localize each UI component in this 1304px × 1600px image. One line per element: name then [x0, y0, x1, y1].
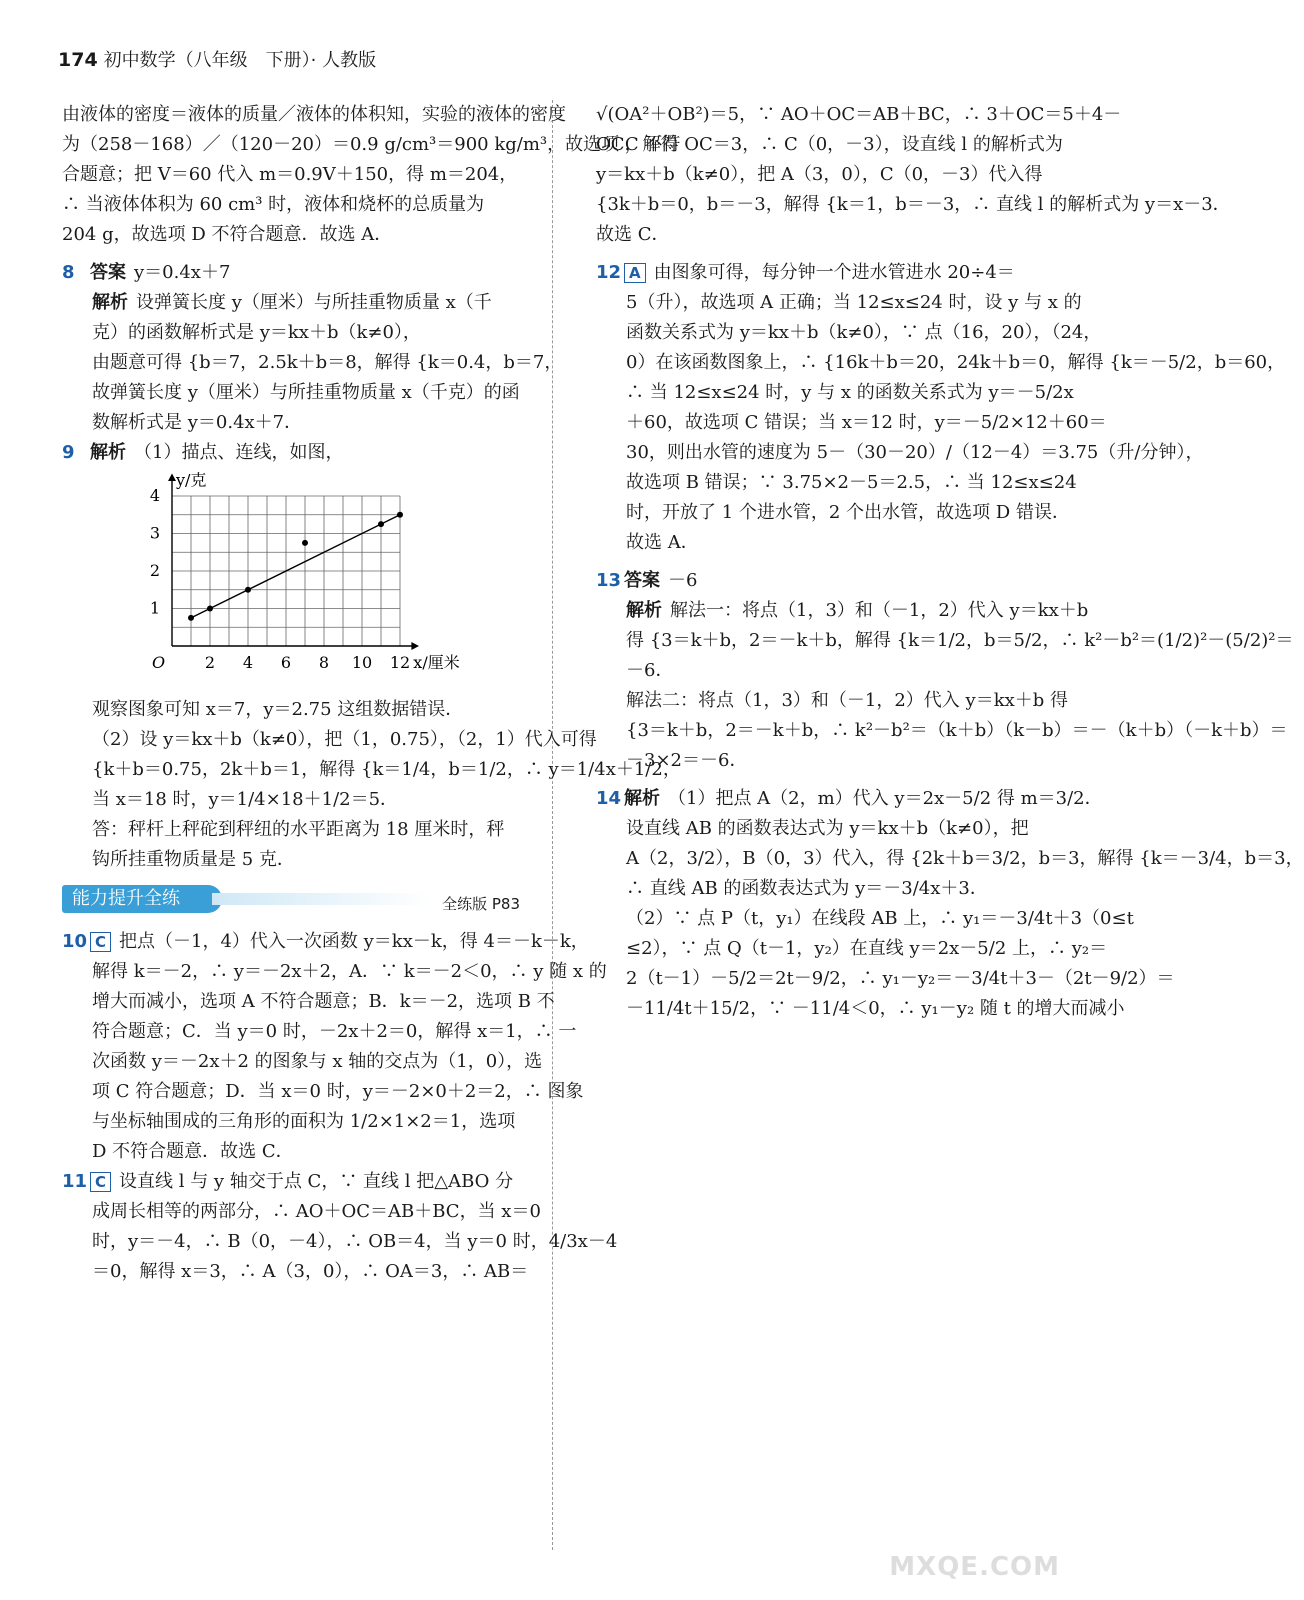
answer-value: －6	[668, 570, 698, 591]
question-number: 14	[596, 788, 622, 809]
text-line: 答：秤杆上秤砣到秤纽的水平距离为 18 厘米时，秤	[92, 819, 505, 840]
y-axis-label: y/克	[176, 470, 207, 490]
y-tick-label: 2	[149, 561, 160, 580]
page-header	[58, 46, 376, 72]
text-line: {3＝k＋b，2＝－k＋b，∴ k²－b²＝（k＋b）（k－b）＝－（k＋b）（－k＋b）＝	[626, 720, 1288, 741]
data-point	[207, 606, 213, 612]
text-line: 项 C 符合题意；D．当 x＝0 时，y＝－2×0＋2＝2，∴ 图象	[92, 1081, 584, 1102]
text-line: －11/4t＋15/2，∵ －11/4＜0，∴ y₁－y₂ 随 t 的增大而减小	[626, 998, 1125, 1019]
x-axis-label: x/厘米	[413, 653, 460, 672]
question-number: 8	[62, 262, 75, 283]
data-point	[245, 587, 251, 593]
question-number: 10	[62, 931, 88, 952]
text-line: 204 g，故选项 D 不符合题意．故选 A．	[62, 224, 393, 245]
text-line: 由液体的密度＝液体的质量／液体的体积知，实验的液体的密度	[62, 104, 566, 125]
spring-scale-graph	[82, 470, 482, 681]
text-line: 数解析式是 y＝0.4x＋7．	[92, 412, 303, 433]
text-line: 为（258－168）／（120－20）＝0.9 g/cm³＝900 kg/m³，故选项 C 不符	[62, 134, 681, 155]
data-point	[378, 521, 384, 527]
text-line: 成周长相等的两部分，∴ AO＋OC＝AB＋BC，当 x＝0	[92, 1201, 541, 1222]
text-line: 解得 k＝－2，∴ y＝－2x＋2，A．∵ k＝－2＜0，∴ y 随 x 的	[92, 961, 607, 982]
text-line: 5（升），故选项 A 正确；当 12≤x≤24 时，设 y 与 x 的	[626, 292, 1082, 313]
q11-continuation	[596, 100, 1231, 250]
text-line: 合题意；把 V＝60 代入 m＝0.9V＋150，得 m＝204，	[62, 164, 518, 185]
text-line: －3×2＝－6．	[626, 750, 748, 771]
section-title: 能力提升全练	[62, 885, 222, 913]
text-line: 观察图象可知 x＝7，y＝2.75 这组数据错误．	[92, 699, 464, 720]
x-tick-label: 8	[318, 653, 330, 672]
analysis-label: 解析	[624, 788, 660, 809]
x-tick-label: 10	[351, 653, 373, 672]
data-point	[302, 540, 308, 546]
text-line: ∴ 当液体体积为 60 cm³ 时，液体和烧杯的总质量为	[62, 194, 485, 215]
watermark: MXQE.COM	[889, 1552, 1060, 1582]
text-line: ≤2），∵ 点 Q（t－1，y₂）在直线 y＝2x－5/2 上，∴ y₂＝	[626, 938, 1108, 959]
question-number: 12	[596, 262, 622, 283]
data-point	[188, 615, 194, 621]
data-point	[397, 512, 403, 518]
analysis-label: 解析	[92, 292, 128, 313]
question-number: 9	[62, 442, 75, 463]
text-line: 0）在该函数图象上，∴ {16k＋b＝20，24k＋b＝0，解得 {k＝－5/2，b＝60，	[626, 352, 1286, 373]
text-line: （1）描点、连线，如图，	[134, 442, 344, 463]
text-line: 由图象可得，每分钟一个进水管进水 20÷4＝	[653, 262, 1015, 283]
text-line: 故弹簧长度 y（厘米）与所挂重物质量 x（千克）的函	[92, 382, 520, 403]
fit-line	[191, 515, 400, 618]
text-line: y＝kx＋b（k≠0），把 A（3，0），C（0，－3）代入得	[596, 164, 1043, 185]
answer-value: y＝0.4x＋7	[134, 262, 231, 283]
text-line: ＝0，解得 x＝3，∴ A（3，0），∴ OA＝3，∴ AB＝	[92, 1261, 529, 1282]
text-line: ∴ 直线 AB 的函数表达式为 y＝－3/4x＋3．	[626, 878, 988, 899]
x-tick-label: 6	[280, 653, 292, 672]
text-line: D 不符合题意．故选 C．	[92, 1141, 294, 1162]
text-line: （2）∵ 点 P（t，y₁）在线段 AB 上，∴ y₁＝－3/4t＋3（0≤t	[626, 908, 1134, 929]
answer-option-badge: C	[90, 932, 111, 952]
text-line: －6．	[626, 660, 674, 681]
banner-strip	[212, 893, 432, 905]
x-tick-label: 12	[389, 653, 411, 672]
answer-option-badge: A	[624, 263, 646, 283]
text-line: （2）设 y＝kx＋b（k≠0），把（1，0.75），（2，1）代入可得	[92, 729, 597, 750]
text-line: 时，y＝－4，∴ B（0，－4），∴ OB＝4，当 y＝0 时，4/3x－4	[92, 1231, 618, 1252]
text-line: 得 {3＝k＋b，2＝－k＋b，解得 {k＝1/2，b＝5/2，∴ k²－b²＝(1/2)²－(5/2)²＝	[626, 630, 1294, 651]
answer-label: 答案	[90, 262, 126, 283]
text-line: 克）的函数解析式是 y＝kx＋b（k≠0），	[92, 322, 421, 343]
origin-label: O	[152, 653, 166, 672]
text-line: 钩所挂重物质量是 5 克．	[92, 849, 295, 870]
text-line: 把点（－1，4）代入一次函数 y＝kx－k，得 4＝－k－k，	[119, 931, 589, 952]
text-line: 故选项 B 错误；∵ 3.75×2－5＝2.5，∴ 当 12≤x≤24	[626, 472, 1077, 493]
question-number: 13	[596, 570, 622, 591]
text-line: √(OA²＋OB²)＝5，∵ AO＋OC＝AB＋BC，∴ 3＋OC＝5＋4－	[596, 104, 1122, 125]
text-line: {3k＋b＝0，b＝－3，解得 {k＝1，b＝－3，∴ 直线 l 的解析式为 y＝x－3．	[596, 194, 1231, 215]
question-8	[62, 258, 563, 438]
text-line: 次函数 y＝－2x＋2 的图象与 x 轴的交点为（1，0），选	[92, 1051, 543, 1072]
right-column	[596, 100, 1304, 1024]
text-line: ∴ 当 12≤x≤24 时，y 与 x 的函数关系式为 y＝－5/2x	[626, 382, 1074, 403]
analysis-label: 解析	[626, 600, 662, 621]
question-10	[62, 927, 607, 1167]
analysis-label: 解析	[90, 442, 126, 463]
answer-label: 答案	[624, 570, 660, 591]
section-banner	[62, 885, 538, 917]
y-tick-label: 4	[149, 486, 160, 505]
question-11	[62, 1167, 618, 1287]
text-line: 解法二：将点（1，3）和（－1，2）代入 y＝kx＋b 得	[626, 690, 1068, 711]
text-line: 30，则出水管的速度为 5－（30－20）/（12－4）＝3.75（升/分钟），	[626, 442, 1204, 463]
x-tick-label: 4	[242, 653, 254, 672]
text-line: {k＋b＝0.75，2k＋b＝1，解得 {k＝1/4，b＝1/2，∴ y＝1/4x＋1/2，	[92, 759, 681, 780]
reference-label: 全练版 P83	[442, 895, 520, 913]
question-12	[596, 258, 1286, 558]
question-14	[596, 784, 1304, 1024]
y-axis-arrow	[168, 474, 176, 482]
text-line: 函数关系式为 y＝kx＋b（k≠0），∵ 点（16，20），（24，	[626, 322, 1102, 343]
book-title: 初中数学（八年级 下册）· 人教版	[103, 50, 377, 71]
text-line: OC，解得 OC＝3，∴ C（0，－3），设直线 l 的解析式为	[596, 134, 1063, 155]
text-line: 由题意可得 {b＝7，2.5k＋b＝8，解得 {k＝0.4，b＝7，	[92, 352, 563, 373]
text-line: ＋60，故选项 C 错误；当 x＝12 时，y＝－5/2×12＋60＝	[626, 412, 1107, 433]
text-line: A（2，3/2），B（0，3）代入，得 {2k＋b＝3/2，b＝3，解得 {k＝－3/4，b＝3，	[626, 848, 1304, 869]
text-line: 与坐标轴围成的三角形的面积为 1/2×1×2＝1，选项	[92, 1111, 516, 1132]
x-axis-arrow	[411, 642, 419, 650]
text-line: 解法一：将点（1，3）和（－1，2）代入 y＝kx＋b	[670, 600, 1089, 621]
text-line: 故选 A．	[626, 532, 699, 553]
text-line: 2（t－1）－5/2＝2t－9/2，∴ y₁－y₂＝－3/4t＋3－（2t－9/2）＝	[626, 968, 1175, 989]
text-line: 当 x＝18 时，y＝1/4×18＋1/2＝5．	[92, 789, 399, 810]
text-line: （1）把点 A（2，m）代入 y＝2x－5/2 得 m＝3/2．	[668, 788, 1103, 809]
y-tick-label: 3	[149, 523, 160, 543]
column-divider	[552, 100, 553, 1550]
text-line: 符合题意；C．当 y＝0 时，－2x＋2＝0，解得 x＝1，∴ 一	[92, 1021, 577, 1042]
question-13	[596, 566, 1294, 776]
text-line: 增大而减小，选项 A 不符合题意；B．k＝－2，选项 B 不	[92, 991, 555, 1012]
page-number: 174	[58, 49, 98, 71]
text-line: 设弹簧长度 y（厘米）与所挂重物质量 x（千	[136, 292, 492, 313]
x-tick-label: 2	[204, 653, 216, 672]
y-tick-label: 1	[149, 598, 160, 618]
text-line: 设直线 AB 的函数表达式为 y＝kx＋b（k≠0），把	[626, 818, 1029, 839]
text-line: 设直线 l 与 y 轴交于点 C，∵ 直线 l 把△ABO 分	[119, 1171, 514, 1192]
answer-option-badge: C	[90, 1172, 111, 1192]
text-line: 故选 C．	[596, 224, 670, 245]
question-number: 11	[62, 1171, 88, 1192]
text-line: 时，开放了 1 个进水管，2 个出水管，故选项 D 错误．	[626, 502, 1070, 523]
